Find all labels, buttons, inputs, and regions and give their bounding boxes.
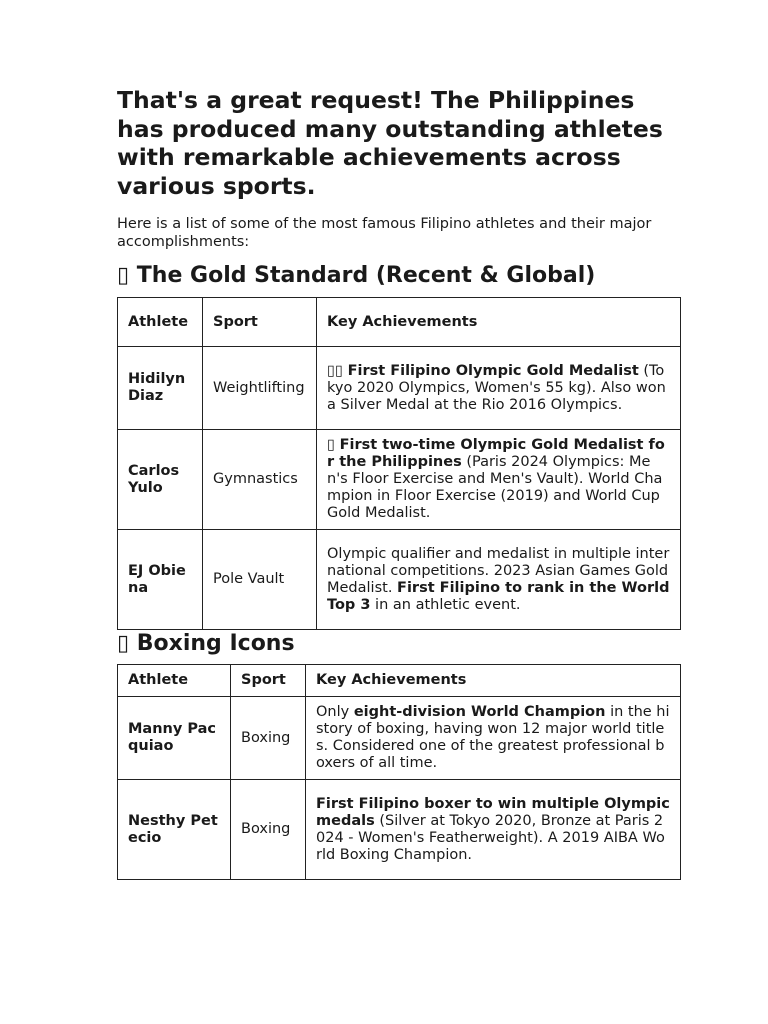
achievement-text: in an athletic event. — [370, 596, 521, 613]
column-header: Key Achievements — [306, 665, 681, 697]
section-heading-boxing — [117, 630, 680, 658]
achievement-text: Olympic qualifier and medalist in multiple international competitions. 2023 Asian Games Gold Medalist. — [327, 545, 670, 596]
achievement-highlight: eight-division World Champion — [353, 704, 606, 720]
achievement-text: ▯▯ — [327, 362, 348, 379]
achievement-cell — [306, 780, 681, 880]
section-title: Boxing Icons — [136, 631, 295, 656]
athlete-name: EJ Obiena — [118, 530, 203, 630]
achievement-highlight: First Filipino boxer to win multiple Olympic medals — [316, 795, 670, 829]
achievement-text: (Tokyo 2020 Olympics, Women's 55 kg). Also won a Silver Medal at the Rio 2016 Olympics. — [327, 362, 666, 413]
achievement-text: ▯ — [327, 437, 340, 453]
achievement-cell — [317, 347, 681, 430]
table-row — [118, 780, 681, 880]
achievement-cell — [317, 530, 681, 630]
column-header: Athlete — [118, 665, 231, 697]
section-heading-gold-standard — [117, 262, 680, 290]
table-row — [118, 530, 681, 630]
sport-cell: Boxing — [231, 697, 306, 780]
intro-paragraph: Here is a list of some of the most famous Filipino athletes and their major accomplishments: — [117, 216, 652, 250]
page-heading: That's a great request! The Philippines has produced many outstanding athletes with remarkable achievements across various sports. — [117, 86, 663, 200]
athletes-table-gold — [117, 297, 681, 630]
sport-cell: Boxing — [231, 780, 306, 880]
athlete-name: Nesthy Petecio — [118, 780, 231, 880]
section-title: The Gold Standard (Recent & Global) — [136, 263, 596, 288]
document — [117, 86, 680, 880]
medal-icon: ▯ — [117, 263, 130, 288]
achievement-cell — [317, 430, 681, 530]
column-header: Athlete — [118, 298, 203, 347]
achievement-highlight: First two-time Olympic Gold Medalist for the Philippines — [327, 437, 665, 470]
table-row — [118, 430, 681, 530]
column-header: Sport — [231, 665, 306, 697]
column-header: Sport — [203, 298, 317, 347]
table-header-row — [118, 665, 681, 697]
achievement-text: in the history of boxing, having won 12 major world titles. Considered one of the greatest professional boxers of all time. — [316, 704, 670, 771]
achievement-text: (Paris 2024 Olympics: Men's Floor Exercise and Men's Vault). World Champion in Floor Exercise (2019) and World Cup Gold Medalist. — [327, 454, 663, 521]
table-row — [118, 697, 681, 780]
athlete-name: Manny Pacquiao — [118, 697, 231, 780]
achievement-highlight: First Filipino Olympic Gold Medalist — [347, 362, 639, 379]
athlete-name: Carlos Yulo — [118, 430, 203, 530]
achievement-text: Only — [316, 704, 354, 720]
sport-cell: Weightlifting — [203, 347, 317, 430]
sport-cell: Gymnastics — [203, 430, 317, 530]
athletes-table-boxing — [117, 664, 681, 880]
column-header: Key Achievements — [317, 298, 681, 347]
table-row — [118, 347, 681, 430]
achievement-text: (Silver at Tokyo 2020, Bronze at Paris 2024 - Women's Featherweight). A 2019 AIBA World Boxing Champion. — [316, 812, 665, 863]
achievement-cell — [306, 697, 681, 780]
boxing-glove-icon: ▯ — [117, 631, 130, 656]
athlete-name: Hidilyn Diaz — [118, 347, 203, 430]
table-header-row — [118, 298, 681, 347]
achievement-highlight: First Filipino to rank in the World Top 3 — [327, 579, 670, 613]
sport-cell: Pole Vault — [203, 530, 317, 630]
